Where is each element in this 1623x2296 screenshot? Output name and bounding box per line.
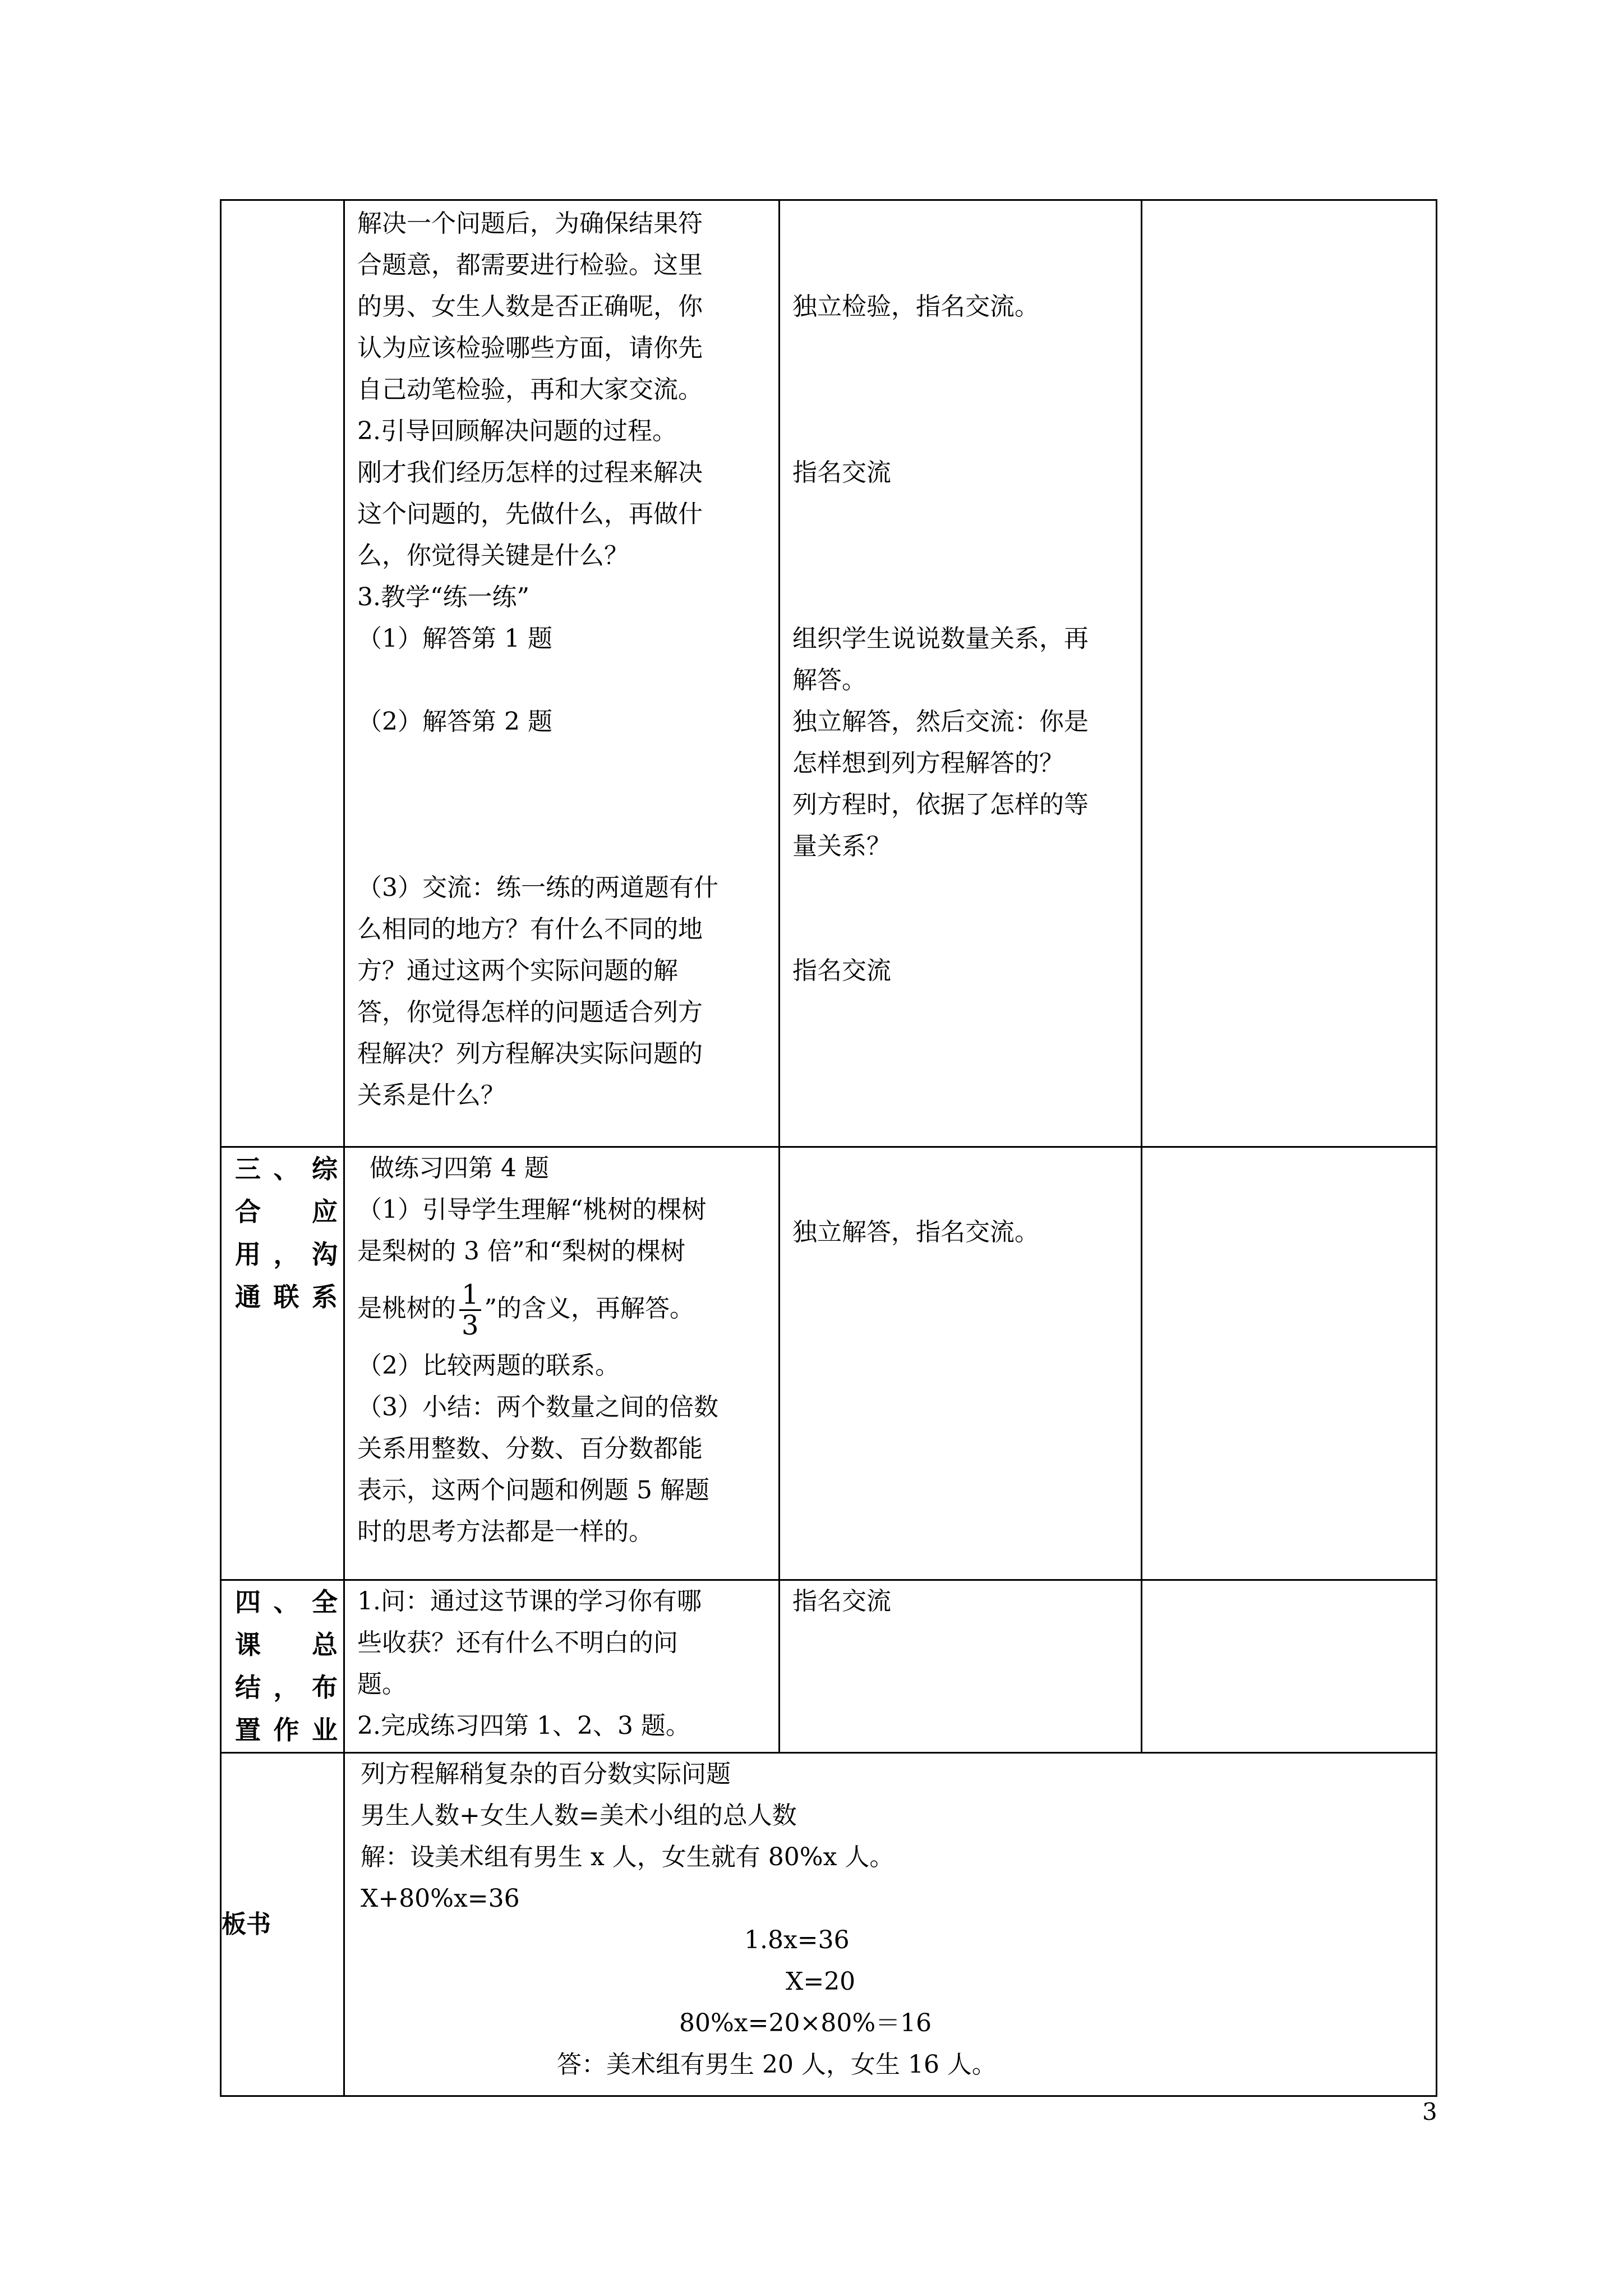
notes-cell [1142,1147,1437,1580]
table-row [221,1753,1437,2096]
board-equation: 1.8x=36 [744,1926,850,1954]
text-line: 解决一个问题后，为确保结果符 [357,209,703,238]
text-line: 程解决？列方程解决实际问题的 [357,1039,703,1068]
student-activity-cell [780,1147,1142,1580]
text-line: 组织学生说说数量关系，再 [792,624,1089,653]
table-row [221,1147,1437,1580]
stage-cell [221,1753,344,2096]
spacer [357,826,767,867]
text-line: 指名交流 [792,458,891,487]
text-line: 2.完成练习四第 1、2、3 题。 [357,1711,690,1740]
text-line: 是梨树的 3 倍”和“梨树的棵树 [357,1237,685,1266]
text-line [357,1272,767,1345]
notes-cell [1142,1580,1437,1753]
text-line: （1）引导学生理解“桃树的棵树 [357,1195,707,1224]
text-line: 解答。 [792,666,866,694]
spacer [792,245,1129,286]
stage-cell [221,1580,344,1753]
text-line: 做练习四第 4 题 [370,1154,549,1182]
text-fragment: 是桃树的 [357,1294,456,1323]
stage-cell [221,1147,344,1580]
text-line: 指名交流 [792,956,891,985]
board-equation: 80%x=20×80%＝16 [679,2009,932,2037]
student-activity-cell [780,200,1142,1147]
text-line: 3.教学“练一练” [357,583,529,611]
text-line: （3）交流：练一练的两道题有什 [357,873,718,902]
text-line: 2.引导回顾解决问题的过程。 [357,417,677,445]
spacer [357,784,767,826]
board-equation: X=20 [786,1967,856,1996]
text-line: 的男、女生人数是否正确呢，你 [357,292,703,321]
spacer [792,535,1129,577]
stage-label: 三、综合应用，沟通联系 [235,1154,338,1312]
board-solution: 解：设美术组有男生 x 人，女生就有 80%x 人。 [361,1843,895,1871]
stage-label: 板书 [222,1910,271,1939]
board-writing-cell [344,1753,1437,2096]
text-line: 怎样想到列方程解答的？ [792,749,1064,777]
text-line: 1.问：通过这节课的学习你有哪 [357,1587,702,1616]
text-line: 独立检验，指名交流。 [792,292,1039,321]
spacer [792,203,1129,245]
board-answer: 答：美术组有男生 20 人，女生 16 人。 [557,2050,997,2079]
text-line: 时的思考方法都是一样的。 [357,1517,653,1546]
table-row [221,1580,1437,1753]
text-line: 列方程时，依据了怎样的等 [792,790,1089,819]
text-line: 关系用整数、分数、百分数都能 [357,1434,703,1463]
text-line: （2）比较两题的联系。 [357,1351,620,1380]
text-line: （1）解答第 1 题 [357,624,552,653]
spacer [792,577,1129,618]
text-line: 方？通过这两个实际问题的解 [357,956,678,985]
text-line: 答，你觉得怎样的问题适合列方 [357,998,703,1027]
text-line: 么相同的地方？有什么不同的地 [357,915,703,944]
teacher-activity-cell [344,1147,780,1580]
fraction-denominator: 3 [462,1310,479,1341]
board-equation: X+80%x=36 [361,1884,520,1913]
text-line: 么，你觉得关键是什么？ [357,541,629,570]
text-line: 些收获？还有什么不明白的问 [357,1628,678,1657]
lesson-plan-table [220,199,1437,2097]
text-line: 自己动笔检验，再和大家交流。 [357,375,703,404]
spacer [792,369,1129,411]
table-row [221,200,1437,1147]
text-line: 认为应该检验哪些方面，请你先 [357,334,703,362]
board-relation: 男生人数+女生人数=美术小组的总人数 [361,1801,797,1830]
text-line: 关系是什么？ [357,1081,505,1110]
notes-cell [1142,200,1437,1147]
text-line: 量关系？ [792,832,891,861]
teacher-activity-cell [344,1580,780,1753]
fraction-one-third [459,1280,481,1340]
page-number: 3 [1422,2098,1437,2125]
stage-cell [221,200,344,1147]
teacher-activity-cell [344,200,780,1147]
text-line: 题。 [357,1670,407,1699]
spacer [792,494,1129,535]
board-title: 列方程解稍复杂的百分数实际问题 [361,1760,731,1788]
spacer [357,743,767,784]
text-line: 独立解答，然后交流：你是 [792,707,1089,736]
text-line: 刚才我们经历怎样的过程来解决 [357,458,703,487]
text-line: （2）解答第 2 题 [357,707,552,736]
spacer [792,328,1129,369]
spacer [792,909,1129,950]
text-line: （3）小结：两个数量之间的倍数 [357,1393,718,1421]
text-line: 表示，这两个问题和例题 5 解题 [357,1476,709,1504]
text-line: 独立解答，指名交流。 [792,1218,1039,1246]
spacer [357,660,767,701]
spacer [792,411,1129,452]
student-activity-cell [780,1580,1142,1753]
text-line: 这个问题的，先做什么，再做什 [357,500,703,528]
text-line: 指名交流 [792,1587,891,1616]
text-fragment: ”的含义，再解答。 [484,1294,695,1323]
spacer [792,1189,1129,1212]
spacer [792,1148,1129,1189]
text-line: 合题意，都需要进行检验。这里 [357,251,703,279]
fraction-numerator: 1 [459,1280,481,1311]
spacer [792,867,1129,909]
stage-label: 四、全课总结，布置作业 [235,1587,338,1745]
